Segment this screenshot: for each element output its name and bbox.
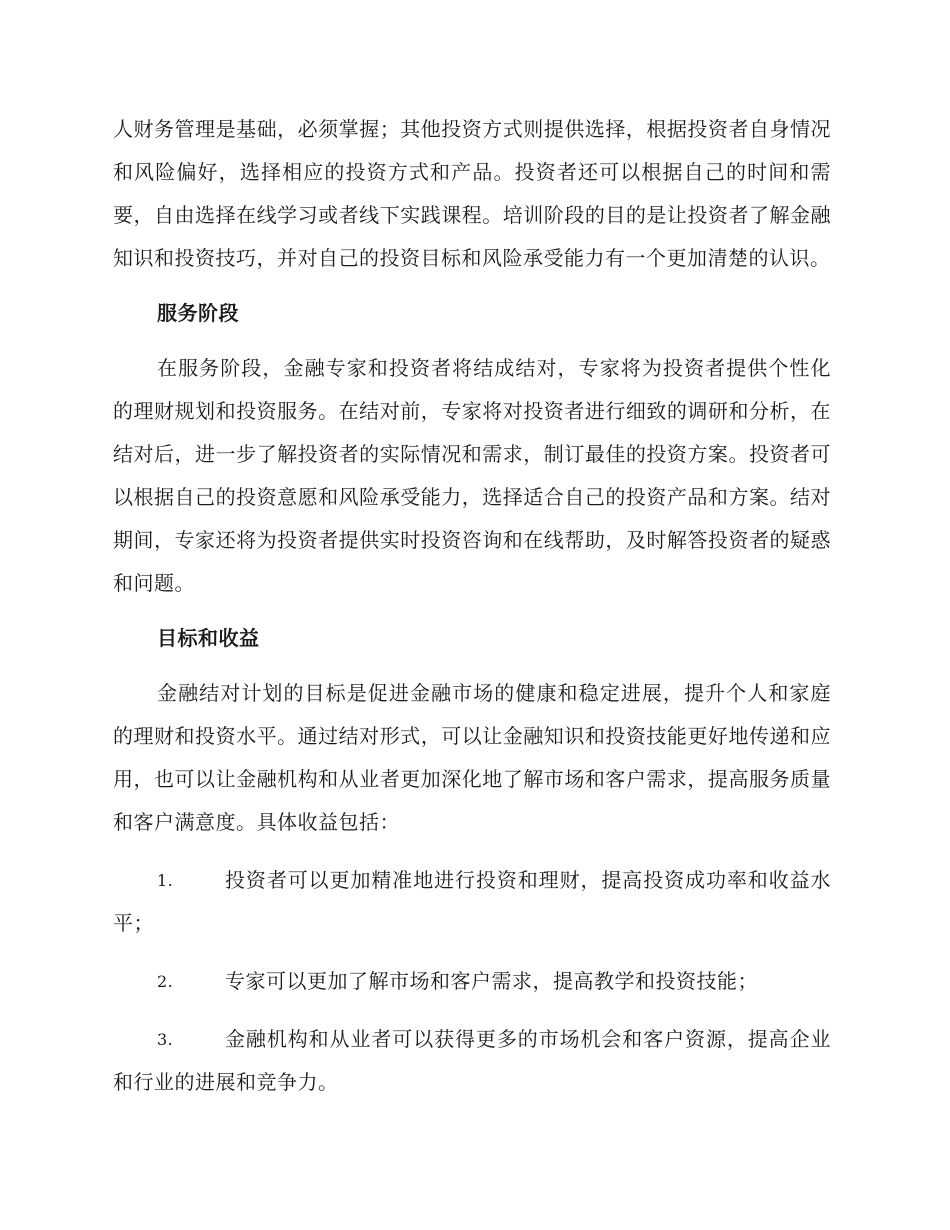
list-item-text: 投资者可以更加精准地进行投资和理财，提高投资成功率和收益水平； bbox=[113, 868, 831, 935]
spacer bbox=[113, 280, 831, 292]
spacer bbox=[113, 844, 831, 859]
spacer bbox=[113, 660, 831, 672]
benefit-list-item bbox=[113, 1018, 831, 1104]
benefit-list-item bbox=[113, 960, 831, 1003]
section-heading-goals: 目标和收益 bbox=[157, 626, 260, 650]
list-number: 3. bbox=[157, 1030, 174, 1049]
service-paragraph: 在服务阶段，金融专家和投资者将结成结对，专家将为投资者提供个性化的理财规划和投资服务。在结对前，专家将对投资者进行细致的调研和分析，在结对后，进一步了解投资者的实际情况和需求，制订最佳的投资方案。投资者可以根据自己的投资意愿和风险承受能力，选择适合自己的投资产品和方案。结对期间，专家还将为投资者提供实时投资咨询和在线帮助，及时解答投资者的疑惑和问题。 bbox=[113, 356, 831, 595]
list-item-text: 金融机构和从业者可以获得更多的市场机会和客户资源，提高企业和行业的进展和竞争力。 bbox=[113, 1027, 831, 1094]
section-heading-service: 服务阶段 bbox=[157, 301, 239, 325]
benefit-list-item bbox=[113, 859, 831, 945]
list-item-text: 专家可以更加了解市场和客户需求，提高教学和投资技能； bbox=[225, 969, 758, 993]
spacer bbox=[113, 945, 831, 960]
goals-paragraph: 金融结对计划的目标是促进金融市场的健康和稳定进展，提升个人和家庭的理财和投资水平。通过结对形式，可以让金融知识和投资技能更好地传递和应用，也可以让金融机构和从业者更加深化地了解市场和客户需求，提高服务质量和客户满意度。具体收益包括： bbox=[113, 681, 831, 834]
document-page bbox=[113, 108, 831, 1104]
intro-paragraph: 人财务管理是基础，必须掌握；其他投资方式则提供选择，根据投资者自身情况和风险偏好，选择相应的投资方式和产品。投资者还可以根据自己的时间和需要，自由选择在线学习或者线下实践课程。培训阶段的目的是让投资者了解金融知识和投资技巧，并对自己的投资目标和风险承受能力有一个更加清楚的认识。 bbox=[113, 117, 831, 270]
list-number: 2. bbox=[157, 972, 174, 991]
list-number: 1. bbox=[157, 871, 174, 890]
spacer bbox=[113, 605, 831, 617]
spacer bbox=[113, 335, 831, 347]
spacer bbox=[113, 1003, 831, 1018]
